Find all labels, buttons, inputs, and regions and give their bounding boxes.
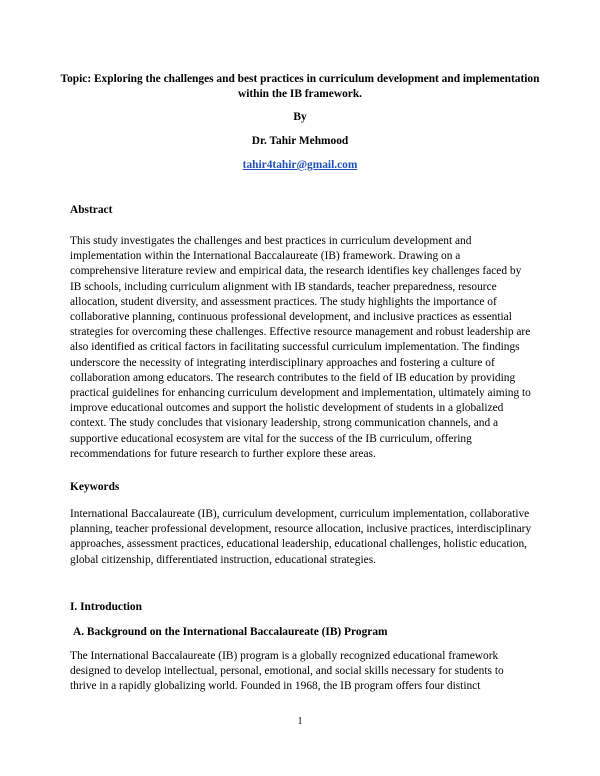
paper-title: Topic: Exploring the challenges and best practices in curriculum development and implementation within the IB framework.: [60, 73, 540, 100]
background-subheading: A. Background on the International Baccalaureate (IB) Program: [73, 626, 388, 638]
introduction-text: The International Baccalaureate (IB) program is a globally recognized educational framework designed to develop intellectual, personal, emotional, and social skills necessary for students to thrive in a rapidly globalizing world. Founded in 1968, the IB program offers four distinct: [70, 650, 504, 693]
by-label: By: [293, 111, 307, 123]
abstract-text: This study investigates the challenges and best practices in curriculum development and implementation within the International Baccalaureate (IB) framework. Drawing on a comprehensive literature review and empirical data, the research identifies key challenges faced by IB schools, including curriculum alignment with IB standards, teacher preparedness, resource allocation, student diversity, and assessment practices. The study highlights the importance of collaborative planning, continuous professional development, and inclusive practices as essential strategies for overcoming these challenges. Effective resource management and robust leadership are also identified as critical factors in facilitating successful curriculum implementation. The findings underscore the necessity of integrating interdisciplinary approaches and fostering a culture of collaboration among educators. The research contributes to the field of IB education by providing practical guidelines for enhancing curriculum development and implementation, ultimately aiming to improve educational outcomes and support the holistic development of students in a globalized context. The study concludes that visionary leadership, strong communication channels, and a supportive educational ecosystem are vital for the success of the IB curriculum, offering recommendations for future research to further explore these areas.: [70, 235, 531, 460]
keywords-text: International Baccalaureate (IB), curriculum development, curriculum implementation, collaborative planning, teacher professional development, resource allocation, inclusive practices, interdisciplinary approaches, assessment practices, educational leadership, educational challenges, holistic education, global citizenship, differentiated instruction, educational strategies.: [70, 508, 532, 566]
introduction-heading: I. Introduction: [70, 601, 142, 613]
author-email-link[interactable]: tahir4tahir@gmail.com: [242, 159, 358, 171]
abstract-heading: Abstract: [70, 204, 113, 216]
author-name: Dr. Tahir Mehmood: [251, 135, 349, 147]
keywords-heading: Keywords: [70, 481, 120, 493]
page-number: 1: [297, 716, 303, 727]
